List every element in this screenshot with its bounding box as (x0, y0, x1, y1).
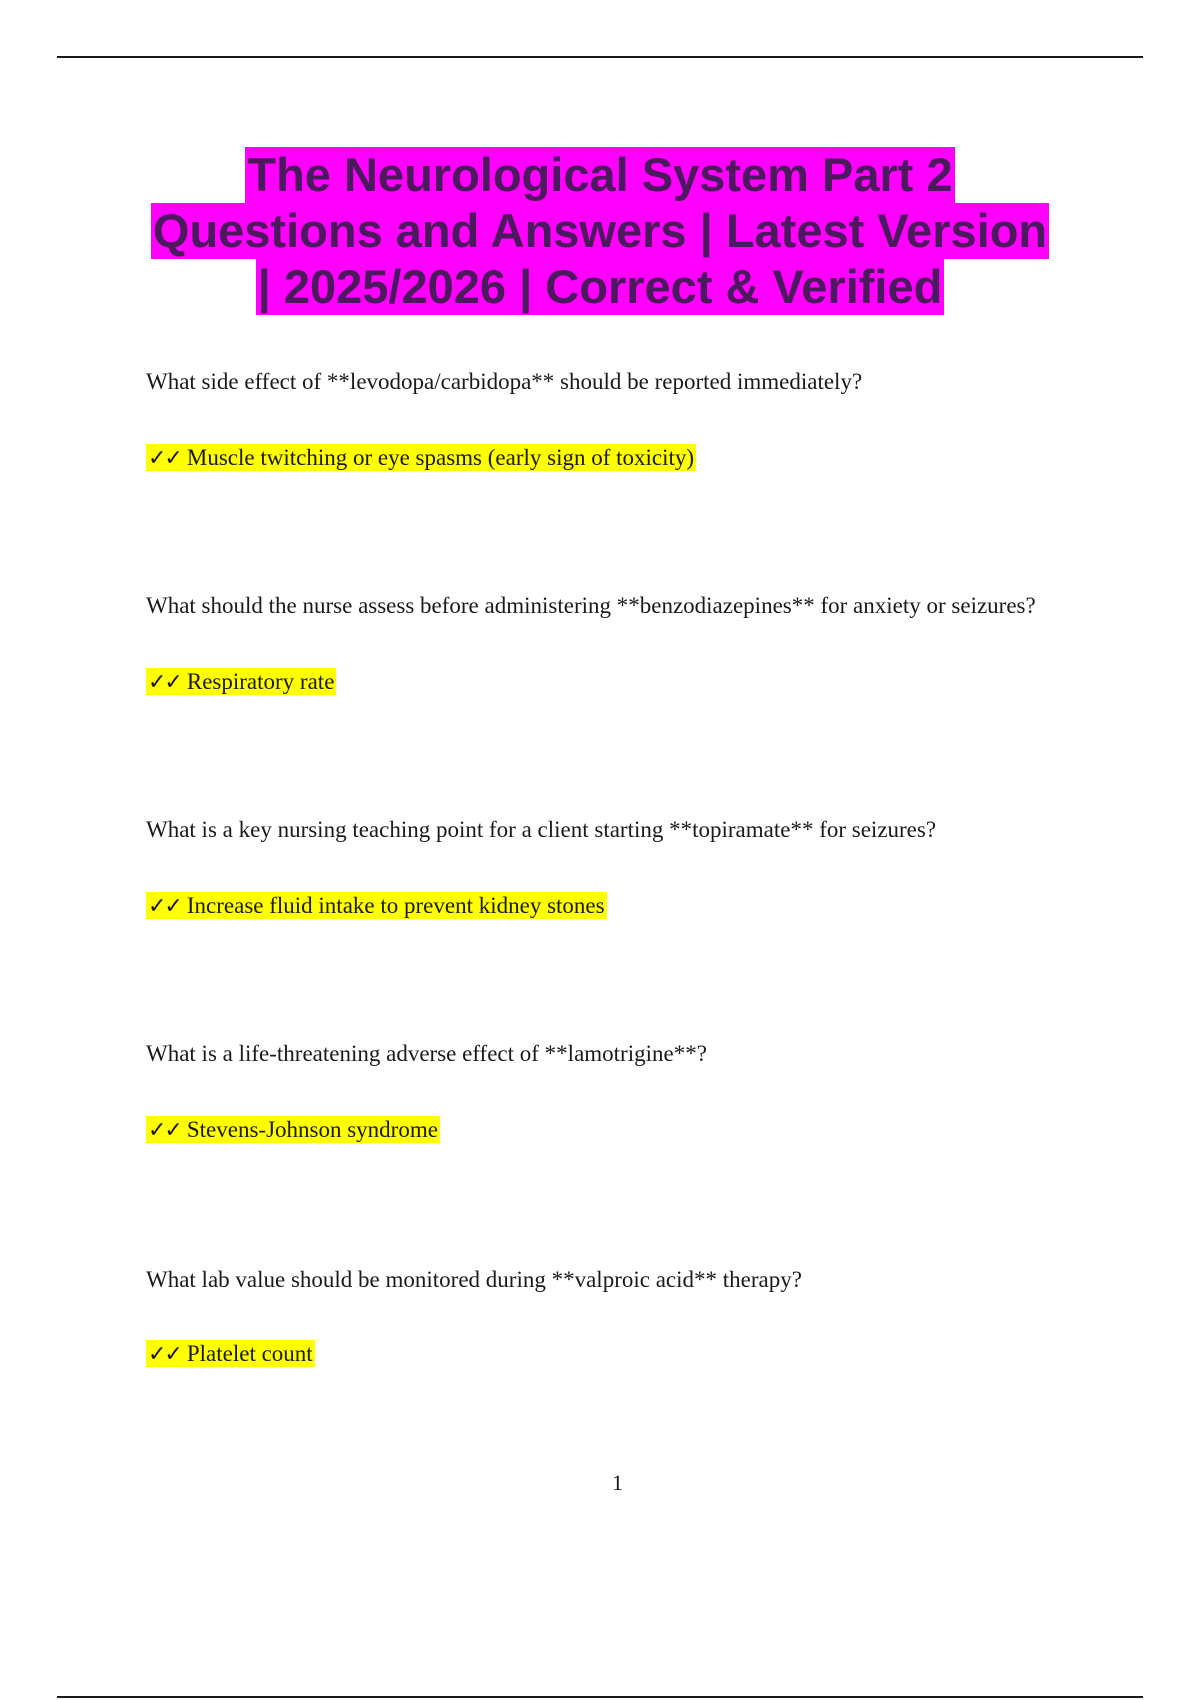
answer-text: Stevens-Johnson syndrome (186, 1117, 438, 1142)
question-text: What is a life-threatening adverse effect of **lamotrigine**? (146, 1041, 707, 1066)
title-line-1: The Neurological System Part 2 (247, 148, 953, 201)
answer-highlight (146, 444, 696, 471)
qa-item (146, 1039, 1106, 1143)
question-text: What should the nurse assess before administering **benzodiazepines** for anxiety or seizures? (146, 593, 1036, 618)
double-check-icon: ✓✓ (148, 1118, 181, 1143)
page-number: 1 (612, 1470, 623, 1495)
qa-item (146, 367, 1106, 471)
double-check-icon: ✓✓ (148, 1342, 181, 1367)
qa-item (146, 1265, 1106, 1367)
answer-highlight (146, 892, 607, 919)
answer-text: Muscle twitching or eye spasms (early sign of toxicity) (186, 445, 695, 470)
answer-highlight (146, 668, 336, 695)
double-check-icon: ✓✓ (148, 446, 181, 471)
answer-row (146, 891, 607, 922)
question-text: What side effect of **levodopa/carbidopa** should be reported immediately? (146, 369, 863, 394)
document-title (0, 147, 1200, 315)
qa-item (146, 591, 1106, 695)
double-check-icon: ✓✓ (148, 894, 181, 919)
answer-row (146, 667, 336, 698)
answer-row (146, 1339, 315, 1370)
top-rule (57, 56, 1143, 58)
double-check-icon: ✓✓ (148, 670, 181, 695)
answer-highlight (146, 1116, 440, 1143)
title-line-3: | 2025/2026 | Correct & Verified (257, 260, 943, 313)
qa-item (146, 815, 1106, 919)
answer-text: Platelet count (186, 1341, 313, 1366)
answer-row (146, 1115, 440, 1146)
bottom-rule (57, 1696, 1143, 1698)
answer-highlight (146, 1340, 315, 1367)
answer-text: Respiratory rate (186, 669, 335, 694)
question-text: What is a key nursing teaching point for a client starting **topiramate** for seizures? (146, 817, 937, 842)
question-text: What lab value should be monitored during **valproic acid** therapy? (146, 1267, 802, 1292)
answer-text: Increase fluid intake to prevent kidney stones (186, 893, 605, 918)
title-line-2: Questions and Answers | Latest Version (152, 204, 1048, 257)
answer-row (146, 443, 696, 474)
